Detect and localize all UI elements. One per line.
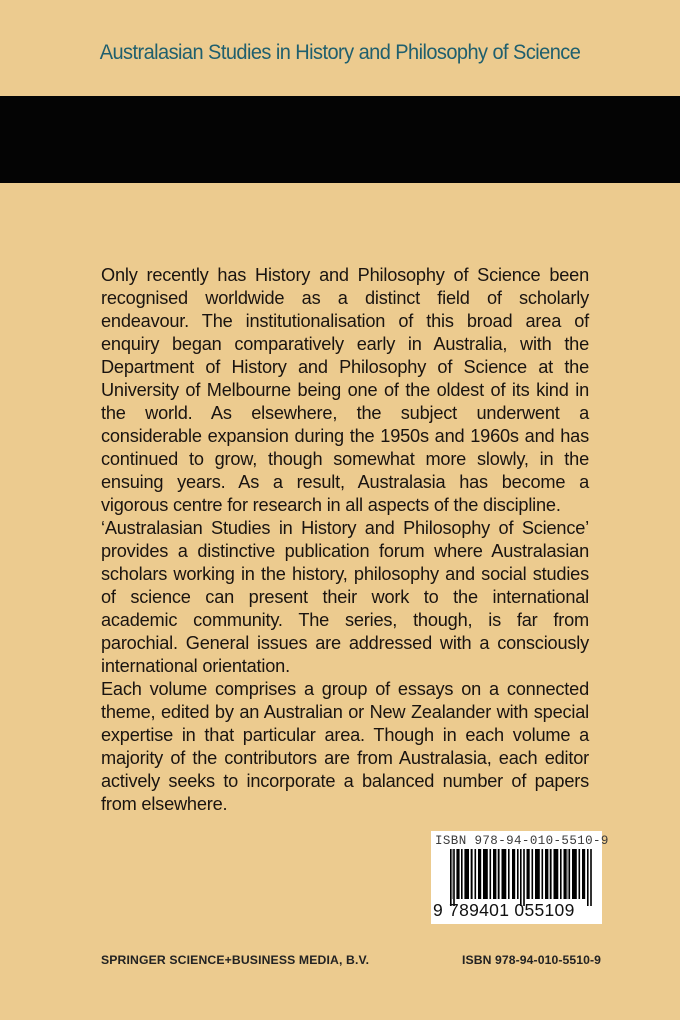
black-band <box>0 96 680 183</box>
barcode-digit-body: 789401 055109 <box>449 900 575 920</box>
barcode-digit-prefix: 9 <box>433 900 444 920</box>
barcode-isbn-label: ISBN 978-94-010-5510-9 <box>435 834 609 848</box>
publisher-name: SPRINGER SCIENCE+BUSINESS MEDIA, B.V. <box>101 953 370 967</box>
isbn-barcode <box>431 831 609 924</box>
back-cover-blurb <box>101 264 589 816</box>
footer-isbn: ISBN 978-94-010-5510-9 <box>462 953 602 967</box>
blurb-paragraph-1: Only recently has History and Philosophy of Science been recognised worldwide as a distinct field of scholarly endeavour. The institutionalisation of this broad area of enquiry began comparatively early in Australia, with the Department of History and Philosophy of Science at the University of Melbourne being one of the oldest of its kind in the world. As elsewhere, the subject underwent a considerable expansion during the 1950s and 1960s and has continued to grow, though somewhat more slowly, in the ensuing years. As a result, Australasia has become a vigorous centre for research in all aspects of the discipline. <box>101 265 589 515</box>
barcode-digits <box>433 900 575 921</box>
barcode-bars-icon <box>450 849 594 906</box>
blurb-paragraph-2: ‘Australasian Studies in History and Philosophy of Science’ provides a distinctive publication forum where Australasian scholars working in the history, philosophy and social studies of science can present their work to the international academic community. The series, though, is far from parochial. General issues are addressed with a consciously international orientation. <box>101 518 589 676</box>
series-title: Australasian Studies in History and Philosophy of Science <box>99 40 581 64</box>
blurb-paragraph-3: Each volume comprises a group of essays on a connected theme, edited by an Australian or New Zealander with special expertise in that particular area. Though in each volume a majority of the contributors are from Australasia, each editor actively seeks to incorporate a balanced number of papers from elsewhere. <box>101 679 589 814</box>
